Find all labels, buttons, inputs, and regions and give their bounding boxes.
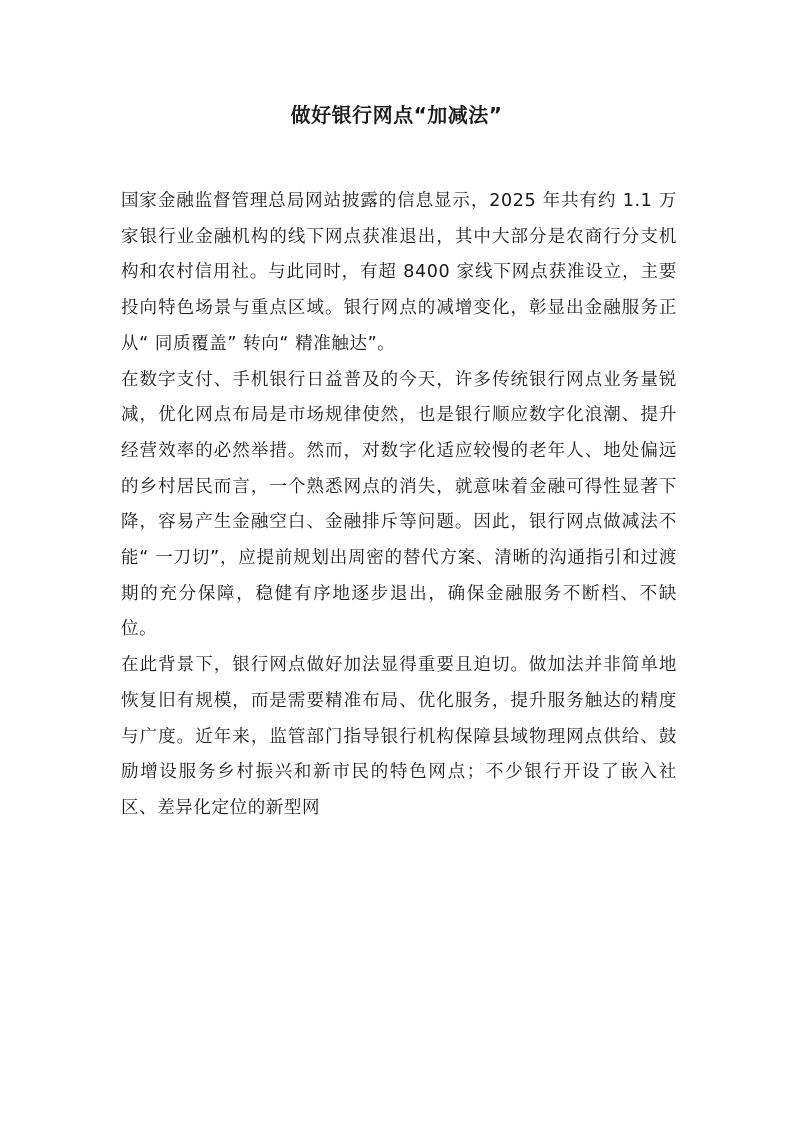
paragraph-3: 在此背景下，银行网点做好加法显得重要且迫切。做加法并非简单地恢复旧有规模，而是需要精准布局、优化服务，提升服务触达的精度与广度。近年来，监管部门指导银行机构保障县域物理网点供给、鼓励增设服务乡村振兴和新市民的特色网点；不少银行开设了嵌入社区、差异化定位的新型网 bbox=[121, 655, 677, 818]
document-body bbox=[121, 184, 677, 827]
paragraph-2: 在数字支付、手机银行日益普及的今天，许多传统银行网点业务量锐减，优化网点布局是市场规律使然，也是银行顺应数字化浪潮、提升经营效率的必然举措。然而，对数字化适应较慢的老年人、地处偏远的乡村居民而言，一个熟悉网点的消失，就意味着金融可得性显著下降，容易产生金融空白、金融排斥等问题。因此，银行网点做减法不能“ 一刀切”，应提前规划出周密的替代方案、清晰的沟通指引和过渡期的充分保障，稳健有序地逐步退出，确保金融服务不断档、不缺位。 bbox=[121, 369, 677, 640]
document-title: 做好银行网点“加减法” bbox=[290, 103, 503, 127]
paragraph-1: 国家金融监督管理总局网站披露的信息显示，2025 年共有约 1.1 万家银行业金融机构的线下网点获准退出，其中大部分是农商行分支机构和农村信用社。与此同时，有超 8400 家线下网点获准设立，主要投向特色场景与重点区域。银行网点的减增变化，彰显出金融服务正从“ 同质覆盖” 转向“ 精准触达”。 bbox=[121, 191, 677, 354]
